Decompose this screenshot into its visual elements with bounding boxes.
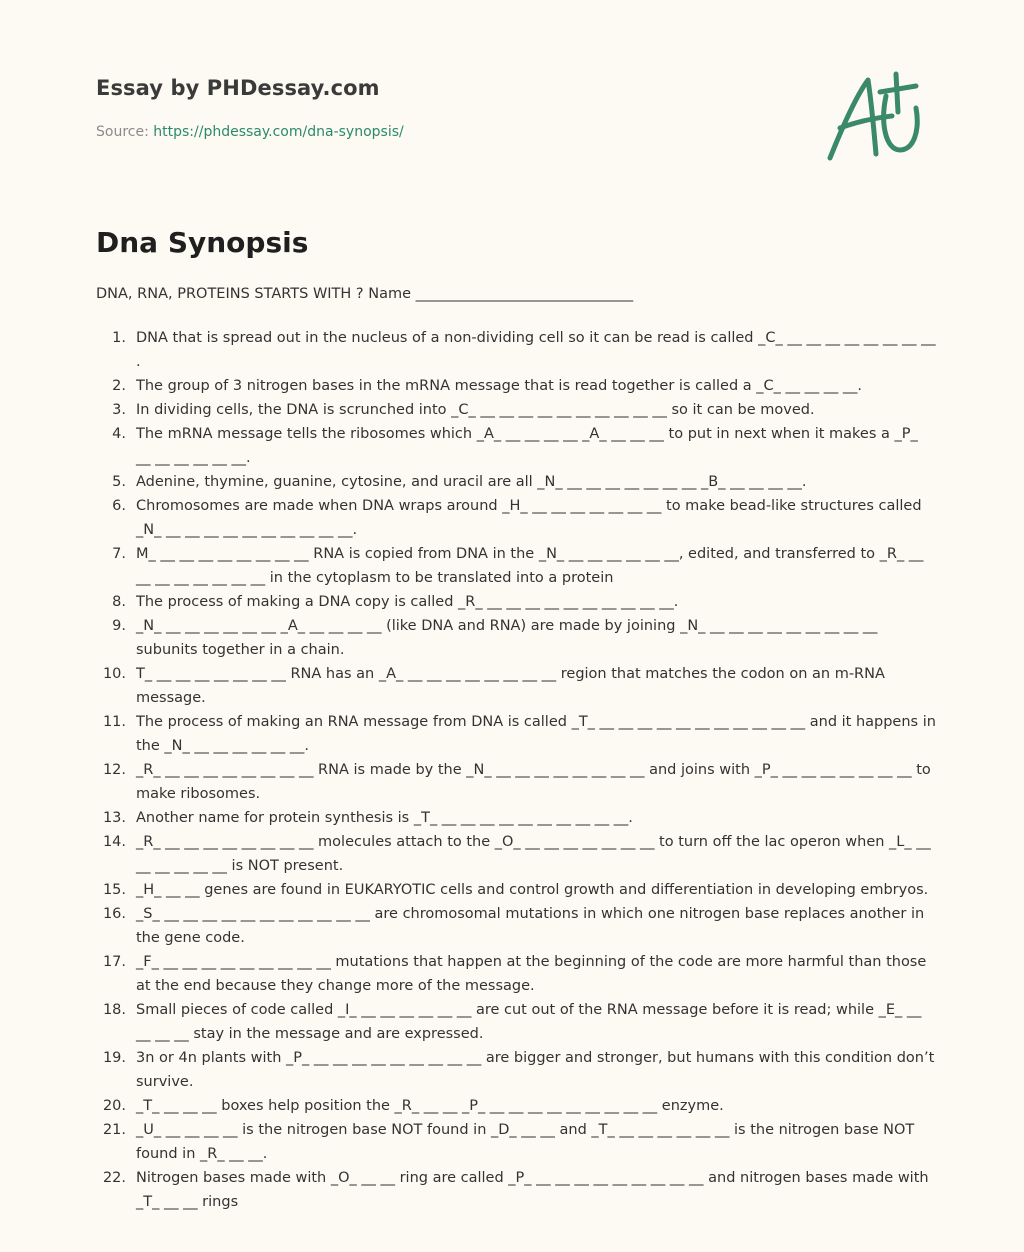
question-number: 1. bbox=[112, 330, 126, 346]
document-title: Dna Synopsis bbox=[96, 226, 309, 259]
question-number: 16. bbox=[102, 906, 126, 922]
question-item bbox=[96, 830, 936, 878]
question-number: 8. bbox=[112, 594, 126, 610]
question-item bbox=[96, 998, 936, 1046]
question-number: 11. bbox=[102, 714, 126, 730]
intro-line: DNA, RNA, PROTEINS STARTS WITH ? Name ______________________________ bbox=[96, 286, 634, 302]
question-item bbox=[96, 542, 936, 590]
question-number: 5. bbox=[112, 474, 126, 490]
question-text: _N_ __ __ __ __ __ __ _A_ __ __ __ __ (like DNA and RNA) are made by joining _N_ __ __ __ __ __ __ __ __ __ subunits together in a chain. bbox=[136, 618, 878, 658]
question-item bbox=[96, 1166, 936, 1214]
question-item bbox=[96, 590, 936, 614]
site-title: Essay by PHDessay.com bbox=[96, 76, 380, 100]
question-item bbox=[96, 1094, 936, 1118]
question-number: 7. bbox=[112, 546, 126, 562]
question-text: Adenine, thymine, guanine, cytosine, and uracil are all _N_ __ __ __ __ __ __ __ _B_ __ __ __ __. bbox=[136, 474, 807, 490]
question-text: Another name for protein synthesis is _T_ __ __ __ __ __ __ __ __ __ __. bbox=[136, 810, 633, 826]
question-text: _F_ __ __ __ __ __ __ __ __ __ mutations that happen at the beginning of the code are more harmful than those at the end because they change more of the message. bbox=[136, 954, 927, 994]
question-number: 3. bbox=[112, 402, 126, 418]
source-line bbox=[96, 124, 404, 140]
question-item bbox=[96, 950, 936, 998]
question-text: T_ __ __ __ __ __ __ __ RNA has an _A_ __ __ __ __ __ __ __ __ region that matches the codon on an m-RNA message. bbox=[136, 666, 885, 706]
question-number: 9. bbox=[112, 618, 126, 634]
question-text: The group of 3 nitrogen bases in the mRNA message that is read together is called a _C_ __ __ __ __. bbox=[136, 378, 862, 394]
question-number: 4. bbox=[112, 426, 126, 442]
question-list bbox=[96, 326, 936, 1214]
question-number: 20. bbox=[102, 1098, 126, 1114]
question-item bbox=[96, 374, 936, 398]
question-number: 15. bbox=[102, 882, 126, 898]
question-text: _U_ __ __ __ __ is the nitrogen base NOT found in _D_ __ __ and _T_ __ __ __ __ __ __ is the nitrogen base NOT found in _R_ __ __. bbox=[136, 1122, 915, 1162]
question-number: 2. bbox=[112, 378, 126, 394]
question-item bbox=[96, 806, 936, 830]
question-number: 19. bbox=[102, 1050, 126, 1066]
question-text: _S_ __ __ __ __ __ __ __ __ __ __ __ are chromosomal mutations in which one nitrogen base replaces another in the gene code. bbox=[136, 906, 925, 946]
question-text: _R_ __ __ __ __ __ __ __ __ molecules attach to the _O_ __ __ __ __ __ __ __ to turn off the lac operon when _L_ __ __ __ __ __ __ is NOT present. bbox=[136, 834, 931, 874]
question-number: 10. bbox=[102, 666, 126, 682]
question-text: The process of making a DNA copy is called _R_ __ __ __ __ __ __ __ __ __ __. bbox=[136, 594, 679, 610]
question-number: 21. bbox=[102, 1122, 126, 1138]
source-link[interactable]: https://phdessay.com/dna-synopsis/ bbox=[153, 124, 404, 140]
question-text: 3n or 4n plants with _P_ __ __ __ __ __ __ __ __ __ are bigger and stronger, but humans with this condition don’t survive. bbox=[136, 1050, 935, 1090]
question-text: In dividing cells, the DNA is scrunched into _C_ __ __ __ __ __ __ __ __ __ __ so it can be moved. bbox=[136, 402, 815, 418]
question-item bbox=[96, 326, 936, 374]
question-item bbox=[96, 422, 936, 470]
question-item bbox=[96, 1118, 936, 1166]
question-item bbox=[96, 758, 936, 806]
question-item bbox=[96, 710, 936, 758]
question-number: 14. bbox=[102, 834, 126, 850]
a-plus-logo-icon bbox=[820, 66, 930, 166]
source-label: Source: bbox=[96, 124, 154, 140]
question-number: 22. bbox=[102, 1170, 126, 1186]
question-number: 13. bbox=[102, 810, 126, 826]
question-text: M_ __ __ __ __ __ __ __ __ RNA is copied from DNA in the _N_ __ __ __ __ __ __, edited, and transferred to _R_ __ __ __ __ __ __ __ __ in the cytoplasm to be translated into a protein bbox=[136, 546, 924, 586]
question-item bbox=[96, 470, 936, 494]
question-text: The mRNA message tells the ribosomes which _A_ __ __ __ __ _A_ __ __ __ to put in next when it makes a _P_ __ __ __ __ __ __. bbox=[136, 426, 918, 466]
question-item bbox=[96, 1046, 936, 1094]
question-text: Chromosomes are made when DNA wraps around _H_ __ __ __ __ __ __ __ to make bead-like structures called _N_ __ __ __ __ __ __ __ __ __ __. bbox=[136, 498, 922, 538]
question-number: 18. bbox=[102, 1002, 126, 1018]
question-text: Nitrogen bases made with _O_ __ __ ring are called _P_ __ __ __ __ __ __ __ __ __ and nitrogen bases made with _T_ __ __ rings bbox=[136, 1170, 929, 1210]
question-text: Small pieces of code called _I_ __ __ __ __ __ __ are cut out of the RNA message before it is read; while _E_ __ __ __ __ stay in the message and are expressed. bbox=[136, 1002, 922, 1042]
question-item bbox=[96, 398, 936, 422]
question-number: 12. bbox=[102, 762, 126, 778]
question-text: The process of making an RNA message from DNA is called _T_ __ __ __ __ __ __ __ __ __ __ __ and it happens in the _N_ __ __ __ __ __ __. bbox=[136, 714, 936, 754]
question-item bbox=[96, 614, 936, 662]
question-item bbox=[96, 662, 936, 710]
question-text: _T_ __ __ __ boxes help position the _R_ __ __ _P_ __ __ __ __ __ __ __ __ __ enzyme. bbox=[136, 1098, 724, 1114]
question-text: _R_ __ __ __ __ __ __ __ __ RNA is made by the _N_ __ __ __ __ __ __ __ __ and joins with _P_ __ __ __ __ __ __ __ to make ribosomes. bbox=[136, 762, 931, 802]
question-item bbox=[96, 878, 936, 902]
question-item bbox=[96, 494, 936, 542]
question-item bbox=[96, 902, 936, 950]
question-number: 6. bbox=[112, 498, 126, 514]
question-text: DNA that is spread out in the nucleus of a non-dividing cell so it can be read is called _C_ __ __ __ __ __ __ __ __ . bbox=[136, 330, 936, 370]
question-text: _H_ __ __ genes are found in EUKARYOTIC cells and control growth and differentiation in developing embryos. bbox=[136, 882, 929, 898]
question-number: 17. bbox=[102, 954, 126, 970]
